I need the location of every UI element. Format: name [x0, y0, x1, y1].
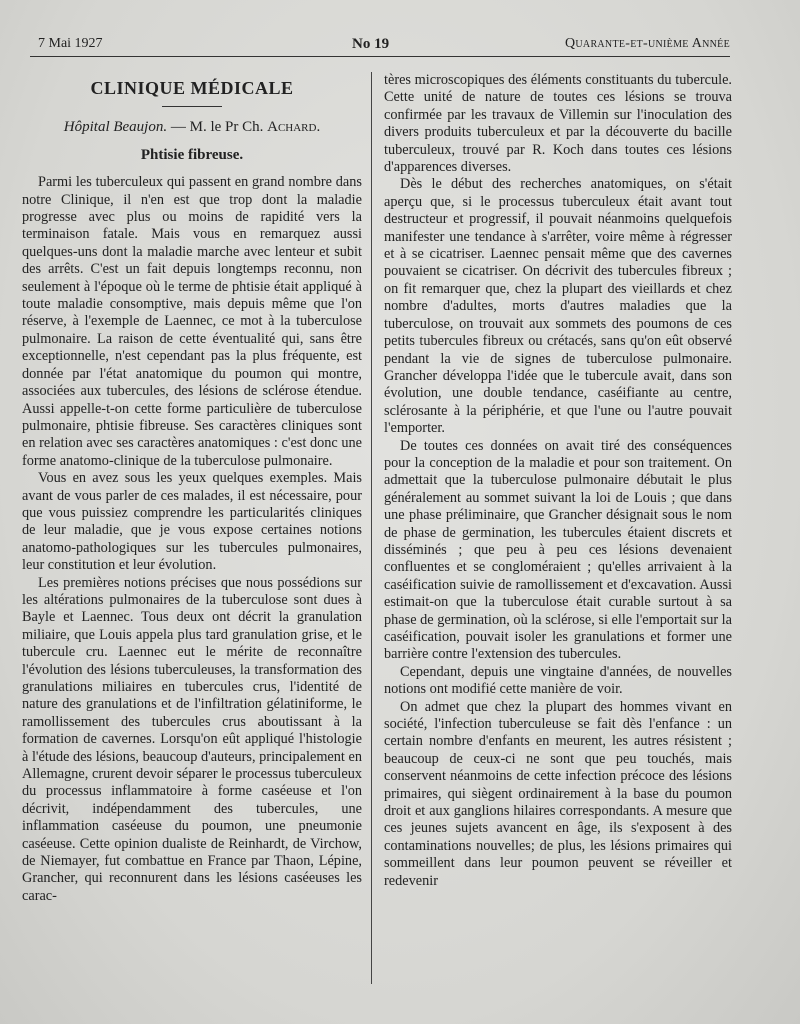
issue-number: No 19	[352, 36, 390, 52]
issue-date: 7 Mai 1927	[38, 36, 103, 51]
byline-separator: — M. le Pr Ch.	[167, 119, 268, 136]
byline-author: Achard	[267, 119, 317, 136]
right-column	[384, 72, 732, 890]
byline-period: .	[316, 119, 321, 136]
paragraph: De toutes ces données on avait tiré des conséquences pour la conception de la maladie et pour son traitement. On admettait que la tuberculose pulmonaire débutait le plus généralement au sommet suivant la loi de Louis ; que dans une phase préliminaire, que Grancher désignait sous le nom de phase de germination, les tubercules étaient discrets et disséminés ; que peu à peu ces lésions devenaient confluentes et se congloméraient ; qu'elles arrivaient à la caséification suivie de ramollissement et d'excavation. Aussi estimait-on que la tuberculose était curable surtout à sa phase de germination, où la sclérose, si elle l'emportait sur la caséification, pouvait isoler les granulations et former une barrière contre l'extension des tubercules.	[384, 437, 732, 663]
paragraph: On admet que chez la plupart des hommes vivant en société, l'infection tuberculeuse se fait dès l'enfance : un certain nombre d'enfants en meurent, les autres résistent ; beaucoup de ceux-ci ne sont que peu touchés, mais conservent néanmoins de cette infection précoce des lésions primaires, qui siègent ordinairement à la base du poumon droit et aux ganglions hilaires correspondants. A mesure que ces jeunes sujets avancent en âge, ils s'exposent à des contaminations nouvelles; de plus, les lésions primaires qui sommeillent dans leur poumon peuvent se réveiller et redevenir	[384, 698, 732, 889]
section-title: CLINIQUE MÉDICALE	[90, 78, 294, 98]
paragraph: Parmi les tuberculeux qui passent en grand nombre dans notre Clinique, il n'en est que trop dont la maladie progresse avec plus ou moins de rapidité vers la terminaison fatale. Mais vous en remarquez aussi quelques-uns dont la maladie marche avec lenteur et subit des arrêts. C'est un fait depuis longtemps reconnu, non seulement à l'époque où le terme de phtisie était appliqué à toute maladie consomptive, mais depuis même que l'on réserve, à l'exemple de Laennec, ce mot à la tuberculose pulmonaire. La raison de cette éventualité qui, sans être exceptionnelle, n'est cependant pas la plus fréquente, est donnée par l'état anatomique du poumon qui montre, associées aux tubercules, des lésions de sclérose étendue. Aussi appelle-t-on cette forme particulière de tuberculose pulmonaire, phtisie fibreuse. Ses caractères cliniques sont en relation avec ses caractères anatomiques : c'est donc une forme anatomo-clinique de la tuberculose pulmonaire.	[22, 174, 362, 469]
paragraph: Dès le début des recherches anatomiques, on s'était aperçu que, si le processus tuberculeux était avant tout destructeur et progressif, il pouvait néanmoins quelquefois manifester une tendance à s'arrêter, voire même à régresser et à se cicatriser. Laennec pensait même que des cavernes pouvaient se cicatriser. On décrivit des tubercules fibreux ; on fit remarquer que, chez la plupart des vieillards et chez nombre d'adultes, morts d'autres maladies que la tuberculose, on trouvait aux sommets des poumons de ces petits tubercules fibreux ou crétacés, sans qu'on eût observé pendant la vie de signes de tuberculose pulmonaire. Grancher développa l'idée que le tubercule avait, dans son évolution, une double tendance, caséifiante au centre, sclérosante à la périphérie, et que l'une ou l'autre pouvait l'emporter.	[384, 176, 732, 437]
paragraph: Cependant, depuis une vingtaine d'années, de nouvelles notions ont modifié cette manière de voir.	[384, 663, 732, 698]
paragraph: Vous en avez sous les yeux quelques exemples. Mais avant de vous parler de ces malades, il est nécessaire, pour que vous puissiez comprendre les particularités cliniques de leur maladie, que je vous expose certaines notions anatomo-pathologiques sur les tubercules pulmonaires, leur constitution et leur évolution.	[22, 470, 362, 574]
left-column	[22, 72, 362, 905]
edition-year: Quarante-et-unième Année	[564, 36, 730, 51]
paragraph: Les premières notions précises que nous possédions sur les altérations pulmonaires de la tuberculose sont dues à Bayle et Laennec. Tous deux ont décrit la granulation miliaire, que Louis appela plus tard granulation grise, et le tubercule cru. Laennec eut le mérite de reconnaître l'évolution des lésions tuberculeuses, la transformation des granulations miliaires en tubercules crus, l'identité de nature des granulations et de l'infiltration gélatiniforme, le ramollissement des tubercules crus aboutissant à la formation de cavernes. Lorsqu'on eût appliqué l'histologie à l'étude des lésions, beaucoup d'auteurs, principalement en Allemagne, crurent devoir séparer le processus tuberculeux du processus inflammatoire à forme caséeuse et l'on décrivit, indépendamment des tubercules, une inflammation caséeuse du poumon, une pneumonie caséeuse. Cette opinion dualiste de Reinhardt, de Virchow, de Niemayer, fut combattue en France par Thaon, Lépine, Grancher, qui reconnurent dans les lésions caséeuses les carac-	[22, 574, 362, 904]
article-title: Phtisie fibreuse.	[140, 146, 244, 163]
section-rule	[162, 106, 222, 107]
column-divider	[371, 72, 372, 984]
byline-hospital: Hôpital Beaujon.	[63, 119, 168, 136]
page-header	[30, 36, 730, 56]
header-rule	[30, 56, 730, 57]
byline	[22, 119, 362, 136]
paragraph: tères microscopiques des éléments constituants du tubercule. Cette unité de nature de toutes ces lésions se trouva confirmée par les travaux de Villemin sur l'inoculation des divers produits tuberculeux et par la découverte du bacille tuberculeux, trouvé par R. Koch dans toutes ces lésions d'apparences diverses.	[384, 72, 732, 176]
